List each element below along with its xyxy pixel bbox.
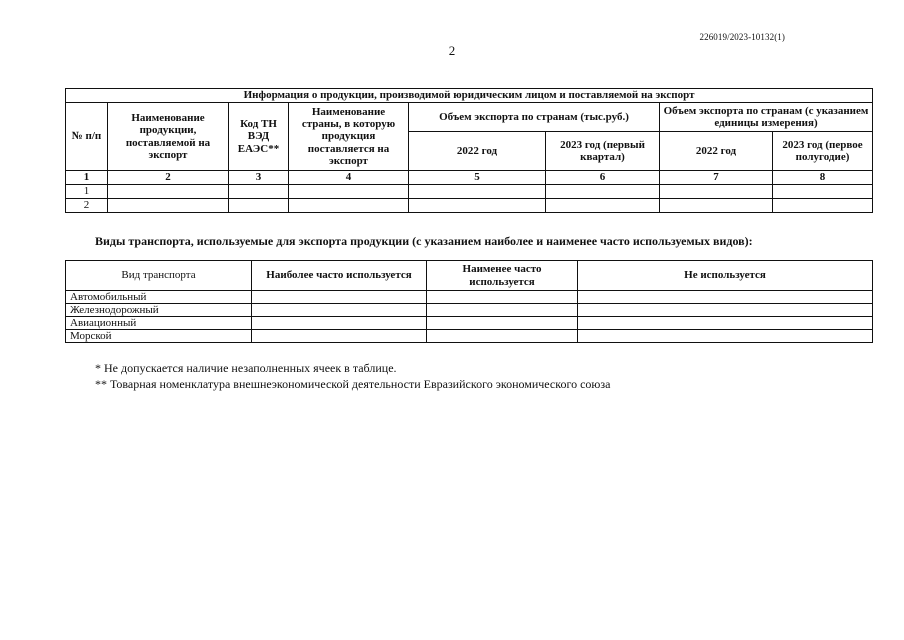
table-cell[interactable] (427, 317, 578, 330)
table-cell[interactable] (252, 317, 427, 330)
table-row (66, 199, 873, 213)
table-cell[interactable] (578, 291, 873, 304)
column-number: 2 (108, 171, 229, 185)
transport-type-label: Автомобильный (66, 291, 252, 304)
table-cell[interactable] (578, 317, 873, 330)
subcol-rub-2023: 2023 год (первый квартал) (546, 132, 660, 171)
table-cell[interactable] (252, 330, 427, 343)
table-cell[interactable] (409, 185, 546, 199)
table-cell[interactable] (108, 199, 229, 213)
col-header-country: Наименование страны, в которую продукция поставляется на экспорт (289, 103, 409, 171)
table-cell[interactable] (229, 185, 289, 199)
table-cell[interactable] (229, 199, 289, 213)
column-number: 7 (660, 171, 773, 185)
table-cell[interactable] (252, 291, 427, 304)
table-cell[interactable] (289, 185, 409, 199)
table-cell[interactable] (252, 304, 427, 317)
table-cell[interactable] (546, 199, 660, 213)
table-cell[interactable] (660, 185, 773, 199)
table-cell[interactable] (578, 330, 873, 343)
column-number: 1 (66, 171, 108, 185)
table-cell[interactable] (427, 291, 578, 304)
table-cell[interactable] (427, 304, 578, 317)
col-header-transport-type: Вид транспорта (66, 261, 252, 291)
table-row (66, 304, 873, 317)
subcol-units-2022: 2022 год (660, 132, 773, 171)
column-number: 3 (229, 171, 289, 185)
table-cell[interactable] (773, 185, 873, 199)
transport-table (65, 260, 873, 343)
row-number: 1 (66, 185, 108, 199)
document-id: 226019/2023-10132(1) (699, 32, 785, 42)
transport-type-label: Железнодорожный (66, 304, 252, 317)
col-header-least-used: Наименее часто используется (427, 261, 578, 291)
table-row (66, 330, 873, 343)
page-number: 2 (448, 43, 456, 58)
transport-heading: Виды транспорта, используемые для экспорта продукции (с указанием наиболее и наименее часто используемых видов): (95, 234, 753, 248)
table-cell[interactable] (427, 330, 578, 343)
col-header-product-name: Наименование продукции, поставляемой на экспорт (108, 103, 229, 171)
footnote: ** Товарная номенклатура внешнеэкономической деятельности Евразийского экономического союза (95, 377, 611, 391)
row-number: 2 (66, 199, 108, 213)
subcol-units-2023: 2023 год (первое полугодие) (773, 132, 873, 171)
table-cell[interactable] (578, 304, 873, 317)
export-products-table (65, 88, 873, 213)
col-header-volume-units: Объем экспорта по странам (с указанием единицы измерения) (660, 103, 873, 132)
column-number: 4 (289, 171, 409, 185)
table-row (66, 291, 873, 304)
footnote: * Не допускается наличие незаполненных ячеек в таблице. (95, 361, 397, 375)
table-cell[interactable] (409, 199, 546, 213)
footnotes (95, 360, 610, 392)
table-row (66, 317, 873, 330)
table-cell[interactable] (108, 185, 229, 199)
table-cell[interactable] (546, 185, 660, 199)
column-number: 8 (773, 171, 873, 185)
table-row (66, 185, 873, 199)
subcol-rub-2022: 2022 год (409, 132, 546, 171)
transport-type-label: Авиационный (66, 317, 252, 330)
col-header-num: № п/п (66, 103, 108, 171)
column-number: 5 (409, 171, 546, 185)
export-table-title: Информация о продукции, производимой юридическим лицом и поставляемой на экспорт (66, 89, 873, 103)
transport-type-label: Морской (66, 330, 252, 343)
table-cell[interactable] (660, 199, 773, 213)
col-header-most-used: Наиболее часто используется (252, 261, 427, 291)
table-cell[interactable] (773, 199, 873, 213)
col-header-volume-rub: Объем экспорта по странам (тыс.руб.) (409, 103, 660, 132)
table-cell[interactable] (289, 199, 409, 213)
col-header-code: Код ТН ВЭД ЕАЭС** (229, 103, 289, 171)
col-header-not-used: Не используется (578, 261, 873, 291)
column-number: 6 (546, 171, 660, 185)
